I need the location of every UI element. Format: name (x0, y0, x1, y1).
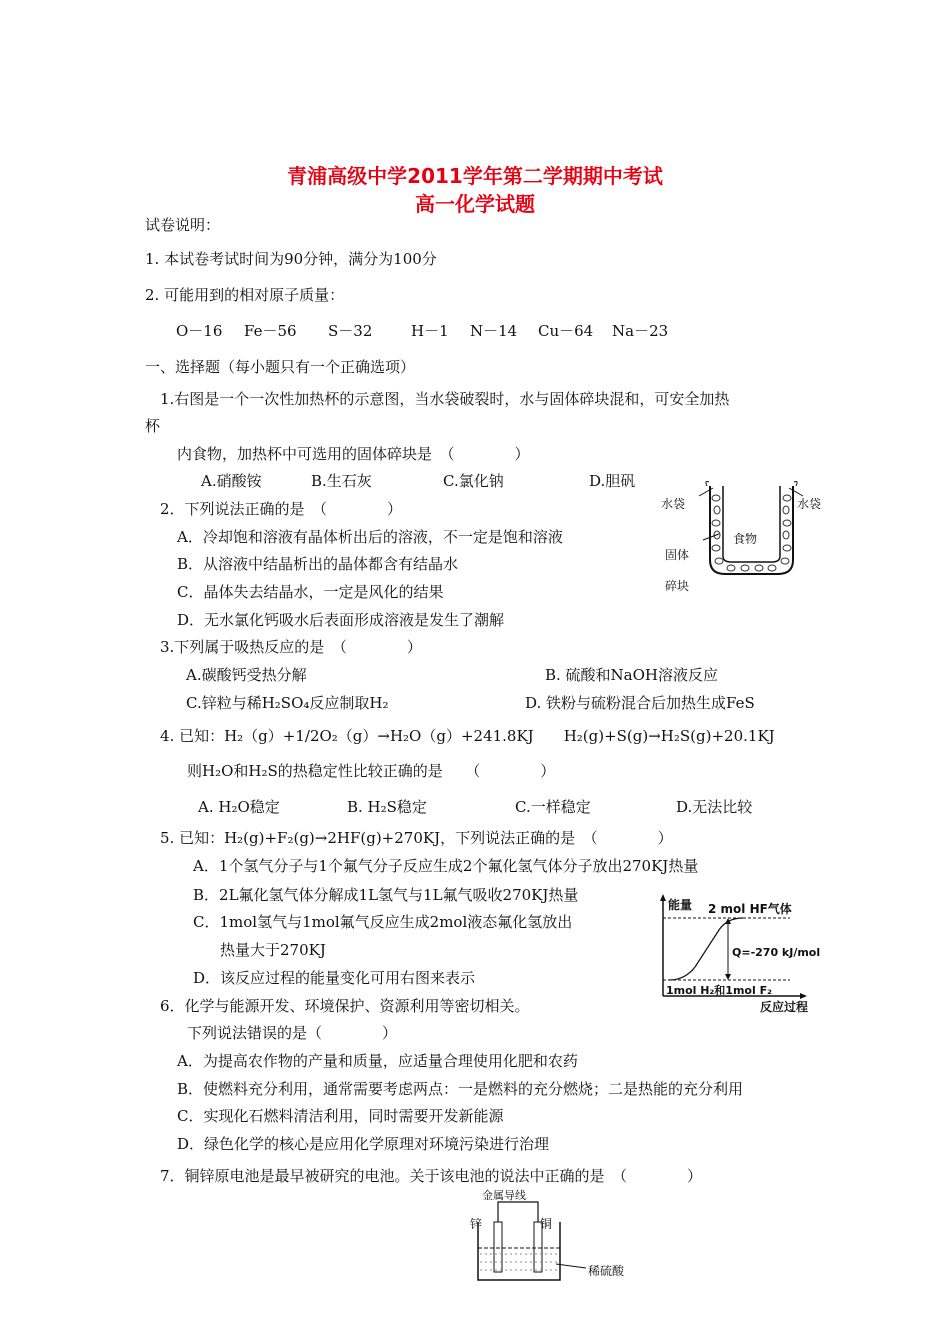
cell-wire-label: 金属导线 (482, 1189, 526, 1202)
q4-stem: 4. 已知：H₂（g）+1/2O₂（g）→H₂O（g）+241.8KJ H₂(g)+S(g)→H₂S(g)+20.1KJ (160, 727, 775, 745)
instructions-header: 试卷说明： (145, 216, 221, 234)
atomic-mass-fe: Fe－56 (244, 322, 297, 340)
energy-q-label: Q=-270 kJ/mol (732, 946, 821, 959)
q1-option-c: C.氯化钠 (443, 472, 504, 490)
q6-option-c: C．实现化石燃料清洁利用，同时需要开发新能源 (177, 1107, 504, 1125)
q3-option-a: A.碳酸钙受热分解 (186, 666, 307, 684)
q6-option-a: A．为提高农作物的产量和质量，应适量合理使用化肥和农药 (177, 1052, 578, 1070)
q6-option-b: B．使燃料充分利用，通常需要考虑两点：一是燃料的充分燃烧；二是热能的充分利用 (177, 1080, 744, 1098)
fig1-solid-label-2: 碎块 (665, 579, 690, 593)
energy-reactant-label: 1mol H₂和1mol F₂ (666, 984, 772, 997)
energy-x-axis-label: 反应过程 (760, 1000, 809, 1014)
atomic-mass-na: Na－23 (612, 322, 669, 340)
q3-stem: 3.下列属于吸热反应的是 （ ） (160, 638, 422, 656)
exam-title: 青浦高级中学2011学年第二学期期中考试 (287, 164, 663, 188)
fig1-solid-label-1: 固体 (665, 548, 690, 562)
atomic-mass-s: S－32 (328, 322, 373, 340)
q6-stem: 6．化学与能源开发、环境保护、资源利用等密切相关。 (160, 997, 530, 1015)
q2-stem: 2．下列说法正确的是 （ ） (160, 500, 403, 518)
instruction-1: 1. 本试卷考试时间为90分钟，满分为100分 (145, 250, 437, 268)
q2-option-a: A．冷却饱和溶液有晶体析出后的溶液，不一定是饱和溶液 (177, 528, 563, 546)
q1-stem: 1.右图是一个一次性加热杯的示意图，当水袋破裂时，水与固体碎块混和，可安全加热 (160, 390, 730, 408)
q3-option-b: B. 硫酸和NaOH溶液反应 (545, 666, 719, 684)
q5-option-c-cont: 热量大于270KJ (220, 941, 326, 959)
q5-option-a: A．1个氢气分子与1个氟气分子反应生成2个氟化氢气体分子放出270KJ热量 (193, 857, 699, 875)
section-1-heading: 一、选择题（每小题只有一个正确选项） (145, 358, 416, 376)
q3-option-d: D. 铁粉与硫粉混合后加热生成FeS (525, 694, 755, 712)
q7-stem: 7．铜锌原电池是最早被研究的电池。关于该电池的说法中正确的是 （ ） (160, 1167, 703, 1185)
fig1-water-bag-right: 水袋 (797, 497, 822, 511)
q4-option-c: C.一样稳定 (515, 798, 591, 816)
q1-option-a: A.硝酸铵 (201, 472, 262, 490)
q2-option-d: D．无水氯化钙吸水后表面形成溶液是发生了潮解 (177, 611, 505, 629)
q4-option-d: D.无法比较 (676, 798, 753, 816)
cell-zinc-label: 锌 (470, 1217, 483, 1231)
atomic-mass-cu: Cu－64 (538, 322, 594, 340)
cell-copper-label: 铜 (540, 1217, 553, 1231)
q3-option-c: C.锌粒与稀H₂SO₄反应制取H₂ (186, 694, 389, 712)
q5-option-b: B．2L氟化氢气体分解成1L氢气与1L氟气吸收270KJ热量 (193, 886, 579, 904)
q2-option-c: C．晶体失去结晶水，一定是风化的结果 (177, 583, 444, 601)
q6-option-d: D．绿色化学的核心是应用化学原理对环境污染进行治理 (177, 1135, 550, 1153)
energy-axis-label: 能量 (668, 898, 693, 912)
q2-option-b: B．从溶液中结晶析出的晶体都含有结晶水 (177, 555, 459, 573)
q4-option-a: A. H₂O稳定 (198, 798, 280, 816)
cell-acid-label: 稀硫酸 (588, 1264, 625, 1278)
q6-stem-2: 下列说法错误的是（ ） (187, 1024, 398, 1042)
q1-option-b: B.生石灰 (311, 472, 372, 490)
energy-product-label: 2 mol HF气体 (708, 902, 792, 916)
instruction-2: 2. 可能用到的相对原子质量： (145, 286, 345, 304)
q4-stem-2: 则H₂O和H₂S的热稳定性比较正确的是 （ ） (187, 762, 556, 780)
atomic-mass-o: O－16 (176, 322, 223, 340)
q1-stem-cont: 杯 (145, 417, 161, 435)
q5-option-c: C．1mol氢气与1mol氟气反应生成2mol液态氟化氢放出 (193, 913, 573, 931)
atomic-mass-h: H－1 (411, 322, 449, 340)
q1-option-d: D.胆矾 (589, 472, 636, 490)
fig1-water-bag-left: 水袋 (661, 497, 686, 511)
q5-option-d: D．该反应过程的能量变化可用右图来表示 (193, 969, 476, 987)
atomic-mass-n: N－14 (470, 322, 518, 340)
q4-option-b: B. H₂S稳定 (347, 798, 427, 816)
exam-subtitle: 高一化学试题 (415, 192, 535, 216)
q1-stem-2: 内食物，加热杯中可选用的固体碎块是 （ ） (177, 445, 530, 463)
q5-stem: 5. 已知：H₂(g)+F₂(g)→2HF(g)+270KJ，下列说法正确的是 （ ） (160, 829, 673, 847)
fig1-food-label: 食物 (733, 532, 758, 546)
